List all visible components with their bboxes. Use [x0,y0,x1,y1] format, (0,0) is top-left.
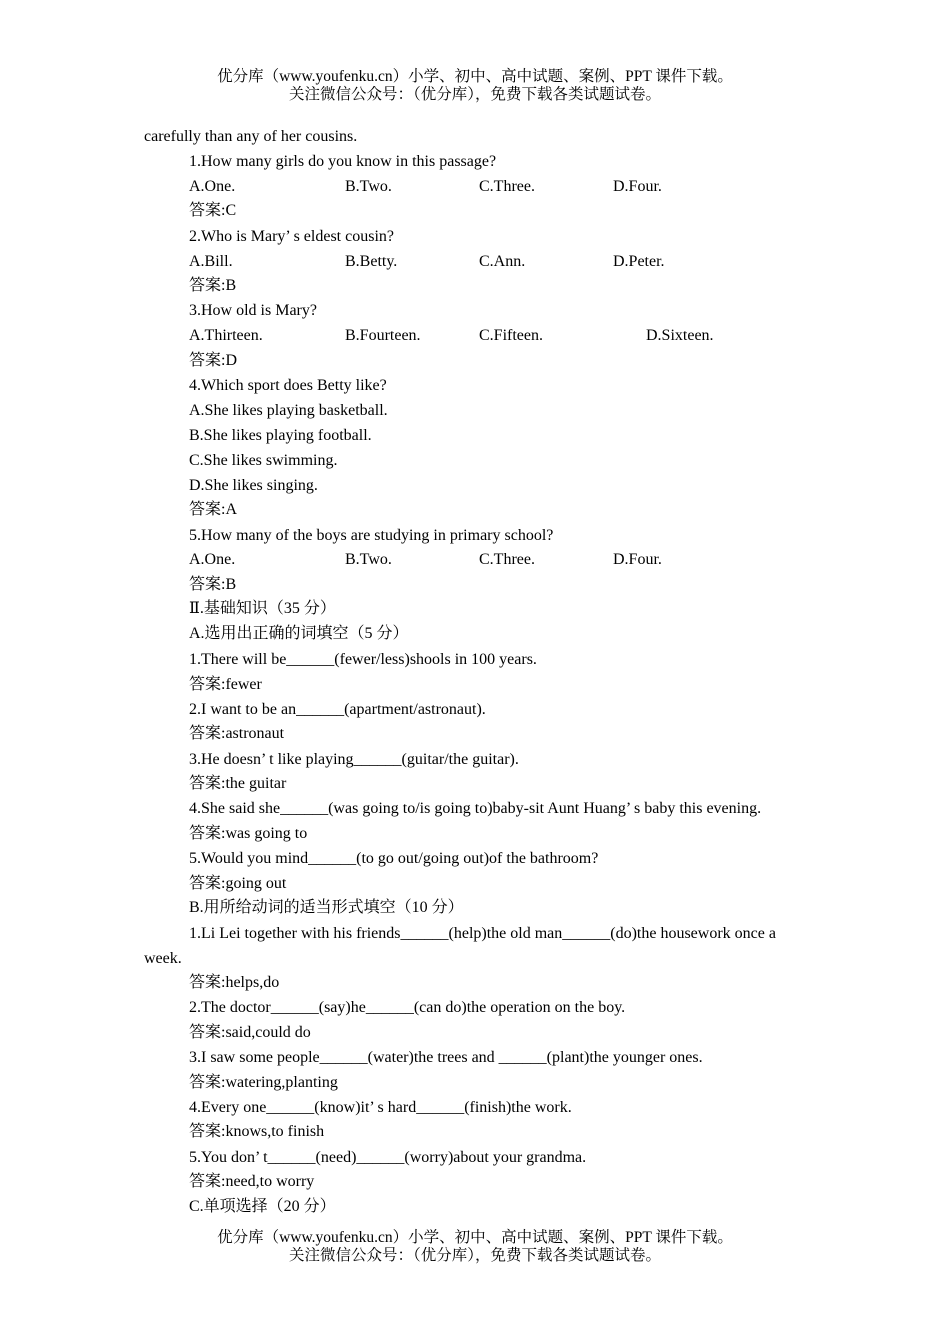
question-3: 3.How old is Mary? [189,302,317,319]
q3-answer: 答案:D [189,352,238,369]
header-line-1: 优分库（www.youfenku.cn）小学、初中、高中试题、案例、PPT 课件下载。 [217,68,733,85]
q5-answer: 答案:B [189,576,237,593]
part-a-title: A.选用出正确的词填空（5 分） [189,625,409,642]
q1-option-c: C.Three. [479,178,535,195]
question-2: 2.Who is Mary’ s eldest cousin? [189,228,394,245]
part-a-answer-2: 答案:astronaut [189,725,285,742]
part-b-item-1: 1.Li Lei together with his friends______(help)the old man______(do)the housework once a [189,925,776,942]
q1-answer: 答案:C [189,202,237,219]
part-c-title: C.单项选择（20 分） [189,1198,336,1215]
part-a-item-2: 2.I want to be an______(apartment/astronaut). [189,701,486,718]
q3-option-d: D.Sixteen. [646,327,714,344]
part-b-answer-1: 答案:helps,do [189,974,280,991]
intro-tail: carefully than any of her cousins. [144,128,358,145]
q5-option-a: A.One. [189,551,236,568]
part-b-answer-5: 答案:need,to worry [189,1173,315,1190]
q2-answer: 答案:B [189,277,237,294]
part-a-item-1: 1.There will be______(fewer/less)shools in 100 years. [189,651,537,668]
q4-answer: 答案:A [189,501,238,518]
part-a-answer-5: 答案:going out [189,875,287,892]
part-b-item-3: 3.I saw some people______(water)the trees and ______(plant)the younger ones. [189,1049,703,1066]
footer-line-1: 优分库（www.youfenku.cn）小学、初中、高中试题、案例、PPT 课件下载。 [217,1229,733,1246]
part-a-answer-4: 答案:was going to [189,825,308,842]
part-b-answer-3: 答案:watering,planting [189,1074,338,1091]
q5-option-d: D.Four. [613,551,662,568]
part-a-answer-1: 答案:fewer [189,676,262,693]
q1-option-a: A.One. [189,178,236,195]
q1-option-b: B.Two. [345,178,392,195]
part-b-item-5: 5.You don’ t______(need)______(worry)about your grandma. [189,1149,587,1166]
part-a-item-4: 4.She said she______(was going to/is going to)baby-sit Aunt Huang’ s baby this evening. [189,800,762,817]
part-a-answer-3: 答案:the guitar [189,775,287,792]
q3-option-b: B.Fourteen. [345,327,421,344]
part-a-item-3: 3.He doesn’ t like playing______(guitar/the guitar). [189,751,519,768]
q4-option-b: B.She likes playing football. [189,427,372,444]
section-2-title: Ⅱ.基础知识（35 分） [189,600,336,617]
page-header [0,68,950,104]
part-a-item-5: 5.Would you mind______(to go out/going out)of the bathroom? [189,850,599,867]
q2-option-a: A.Bill. [189,253,233,270]
q1-option-d: D.Four. [613,178,662,195]
q5-option-c: C.Three. [479,551,535,568]
footer-line-2: 关注微信公众号：（优分库），免费下载各类试题试卷。 [288,1247,661,1264]
part-b-title: B.用所给动词的适当形式填空（10 分） [189,899,464,916]
question-4: 4.Which sport does Betty like? [189,377,387,394]
q4-option-a: A.She likes playing basketball. [189,402,388,419]
page-footer [0,1229,950,1265]
part-b-answer-4: 答案:knows,to finish [189,1123,325,1140]
q2-option-b: B.Betty. [345,253,398,270]
header-line-2: 关注微信公众号：（优分库），免费下载各类试题试卷。 [288,86,661,103]
q4-option-c: C.She likes swimming. [189,452,338,469]
question-5: 5.How many of the boys are studying in primary school? [189,527,554,544]
q5-option-b: B.Two. [345,551,392,568]
part-b-answer-2: 答案:said,could do [189,1024,311,1041]
q4-option-d: D.She likes singing. [189,477,318,494]
q3-option-a: A.Thirteen. [189,327,263,344]
q3-option-c: C.Fifteen. [479,327,543,344]
part-b-item-1-cont: week. [144,950,182,967]
q2-option-c: C.Ann. [479,253,526,270]
part-b-item-4: 4.Every one______(know)it’ s hard______(finish)the work. [189,1099,572,1116]
part-b-item-2: 2.The doctor______(say)he______(can do)the operation on the boy. [189,999,626,1016]
q2-option-d: D.Peter. [613,253,665,270]
question-1: 1.How many girls do you know in this passage? [189,153,497,170]
